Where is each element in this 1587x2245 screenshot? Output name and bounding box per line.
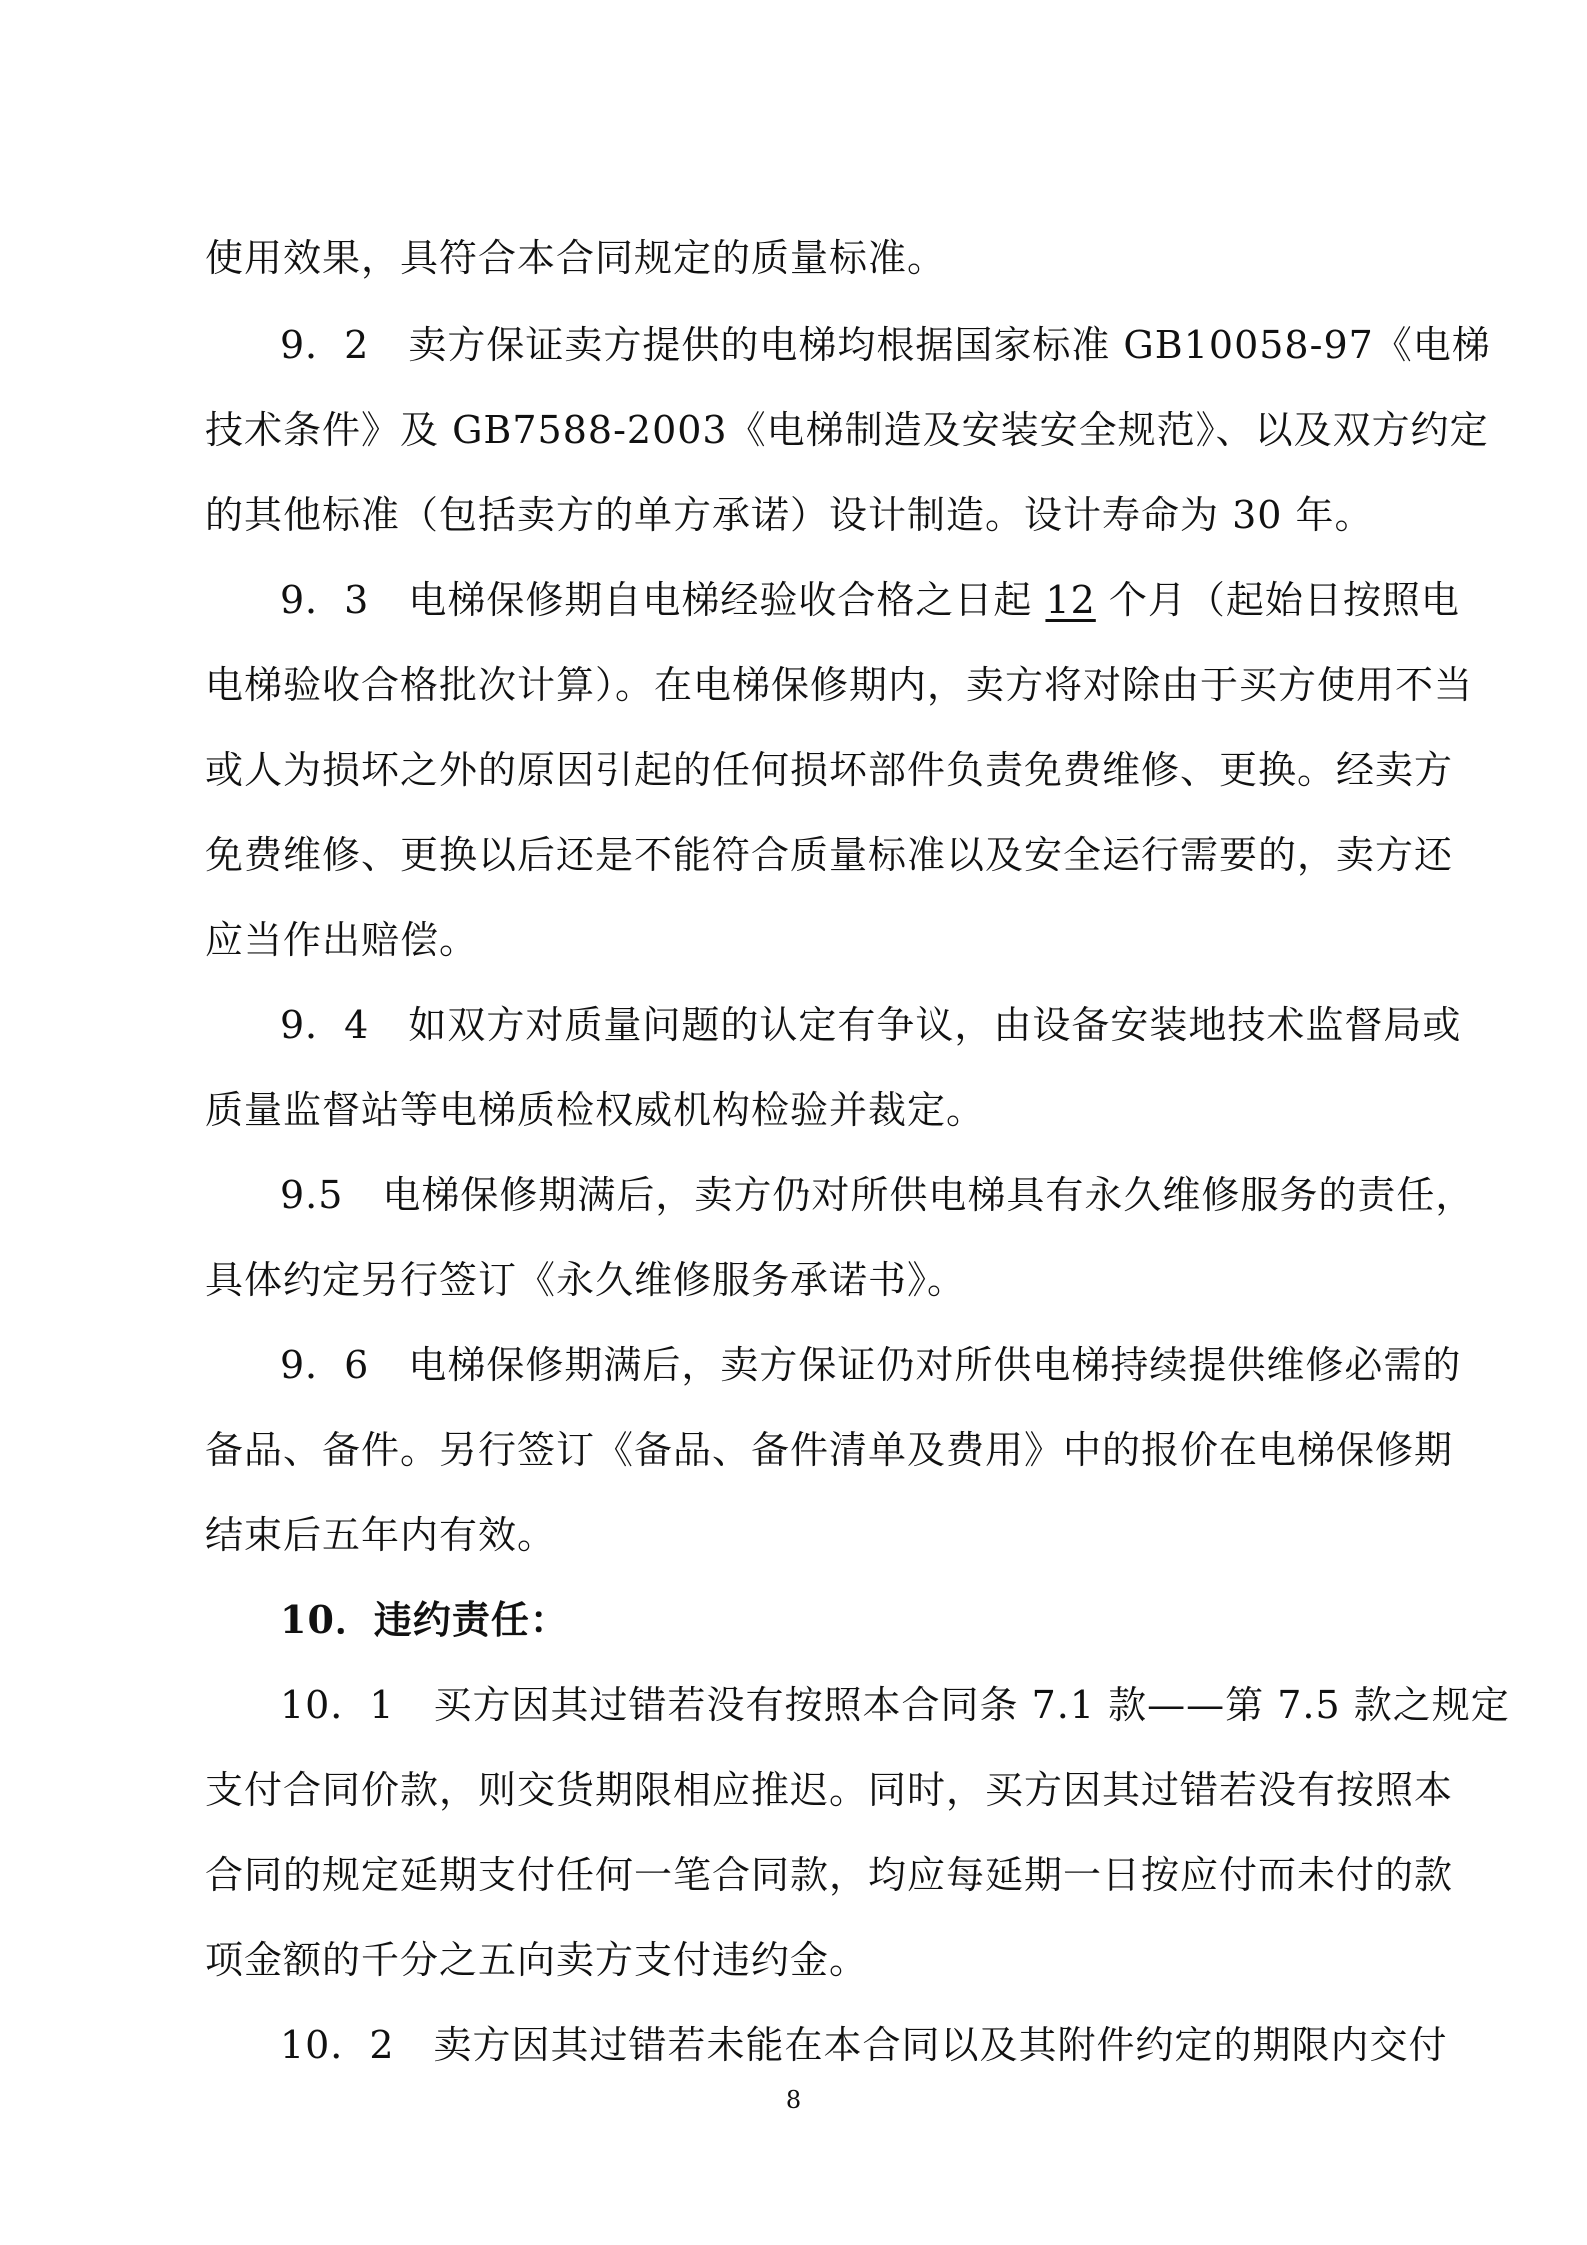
paragraph-line: 项金额的千分之五向卖方支付违约金。 [205, 1938, 869, 1982]
paragraph-line: 具体约定另行签订《永久维修服务承诺书》。 [205, 1258, 967, 1302]
paragraph-line: 合同的规定延期支付任何一笔合同款，均应每延期一日按应付而未付的款 [205, 1853, 1454, 1897]
paragraph-line: 备品、备件。另行签订《备品、备件清单及费用》中的报价在电梯保修期 [205, 1428, 1454, 1472]
paragraph-line: 使用效果，具符合本合同规定的质量标准。 [205, 236, 947, 280]
section-10-heading: 10．违约责任： [280, 1597, 569, 1642]
paragraph-line: 电梯验收合格批次计算）。在电梯保修期内，卖方将对除由于买方使用不当 [205, 663, 1474, 707]
paragraph-line: 应当作出赔偿。 [205, 918, 479, 962]
paragraph-line: 或人为损坏之外的原因引起的任何损坏部件负责免费维修、更换。经卖方 [205, 748, 1454, 792]
clause-9-3-before: 9．3 电梯保修期自电梯经验收合格之日起 [280, 578, 1046, 622]
clause-9-3-after: 个月（起始日按照电 [1095, 578, 1460, 622]
paragraph-line: 免费维修、更换以后还是不能符合质量标准以及安全运行需要的，卖方还 [205, 833, 1454, 877]
clause-text: 9．2 卖方保证卖方提供的电梯均根据国家标准 GB10058-97《电梯 [280, 323, 1491, 367]
clause-10-1-line: 10．1 买方因其过错若没有按照本合同条 7.1 款——第 7.5 款之规定 [280, 1683, 1510, 1727]
clause-9-2-line [280, 320, 1491, 370]
paragraph-line: 质量监督站等电梯质检权威机构检验并裁定。 [205, 1088, 986, 1132]
clause-9-3-line [280, 575, 1460, 625]
page-number: 8 [785, 2086, 802, 2114]
clause-9-6-line: 9．6 电梯保修期满后，卖方保证仍对所供电梯持续提供维修必需的 [280, 1343, 1462, 1387]
paragraph-line: 结束后五年内有效。 [205, 1513, 557, 1557]
paragraph-line: 支付合同价款，则交货期限相应推迟。同时，买方因其过错若没有按照本 [205, 1768, 1454, 1812]
paragraph-line: 技术条件》及 GB7588-2003《电梯制造及安装安全规范》、以及双方约定 [205, 408, 1489, 452]
paragraph-line: 的其他标准（包括卖方的单方承诺）设计制造。设计寿命为 30 年。 [205, 493, 1374, 537]
clause-10-2-line: 10．2 卖方因其过错若未能在本合同以及其附件约定的期限内交付 [280, 2023, 1448, 2067]
warranty-months: 12 [1045, 578, 1096, 622]
clause-9-4-line: 9．4 如双方对质量问题的认定有争议，由设备安装地技术监督局或 [280, 1003, 1462, 1047]
clause-9-5-line: 9.5 电梯保修期满后，卖方仍对所供电梯具有永久维修服务的责任， [280, 1173, 1475, 1217]
